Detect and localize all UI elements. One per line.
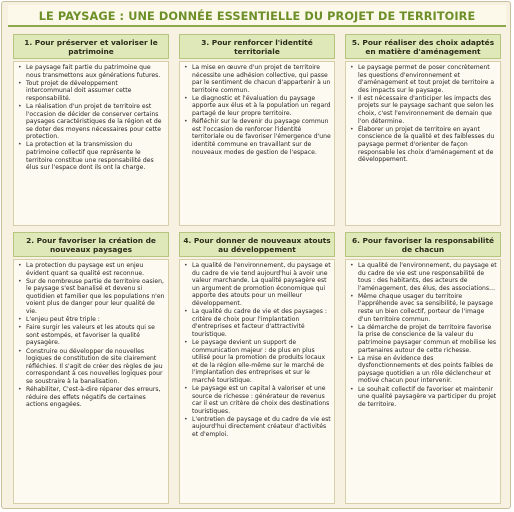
section-1: [8, 34, 174, 226]
list-item: • Le diagnostic et l'évaluation du paysage apporte aux élus et à la population un regard partagé de leur propre territoire.: [183, 95, 331, 118]
list-item: • La protection du paysage est un enjeu évident quant sa qualité est reconnue.: [17, 262, 165, 277]
list-item: • La qualité du cadre de vie et des paysages : critère de choix pour l'implantation d'entreprises et facteur d'attractivité touristique.: [183, 308, 331, 338]
list-item: • Le paysage fait partie du patrimoine que nous transmettons aux générations futures.: [17, 64, 165, 79]
list-item: • La mise en œuvre d'un projet de territoire nécessite une adhésion collective, qui passe par le sentiment de chacun d'appartenir à un territoire commun.: [183, 64, 331, 94]
section-4: [174, 232, 340, 504]
section-heading: 3. Pour renforcer l'identité territoriale: [179, 34, 335, 59]
section-body: [345, 61, 501, 226]
list-item: • Le paysage permet de poser concrètement les questions d'environnement et d'aménagement et tout projet de territoire a des impacts sur le paysage.: [349, 64, 497, 94]
list-item: • Il est nécessaire d'anticiper les impacts des projets sur le paysage sachant que selon les choix, c'est l'environnement de demain que l'on détermine.: [349, 95, 497, 125]
section-heading: 5. Pour réaliser des choix adaptés en matière d'aménagement: [345, 34, 501, 59]
list-item: • La mise en évidence des dysfonctionnements et des points faibles de paysage quotidien a un rôle déclencheur et motive chacun pour intervenir.: [349, 355, 497, 385]
section-3: [174, 34, 340, 226]
section-body: [179, 61, 335, 226]
list-item: • Même chaque usager du territoire l'appréhende avec sa sensibilité, le paysage reste un bien collectif, porteur de l'image d'un territoire commun.: [349, 293, 497, 323]
document-frame: [1, 1, 511, 509]
section-body: [13, 259, 169, 504]
list-item: • Élaborer un projet de territoire en ayant conscience de la qualité et des faiblesses du paysage permet d'orienter de façon responsable les choix d'aménagement et de développement.: [349, 126, 497, 164]
list-item: • L'enjeu peut être triple :: [17, 316, 165, 324]
bullet-list: [17, 262, 165, 409]
section-body: [13, 61, 169, 226]
section-2: [8, 232, 174, 504]
list-item: • Le paysage devient un support de communication majeur : de plus en plus utilisé pour la promotion de produits locaux et de la région elle-même sur le marché de l'implantation des entreprises et sur le marché touristique.: [183, 339, 331, 385]
section-6: [340, 232, 506, 504]
list-item: • Sur de nombreuse partie de territoire oasien, le paysage s'est banalisé et devenu si quotidien et familier que les populations n'en voient plus de danger pour leur qualité de vie.: [17, 278, 165, 316]
bullet-list: [17, 64, 165, 172]
bullet-list: [183, 262, 331, 439]
bullet-list: [183, 64, 331, 156]
list-item: • Réfléchir sur le devenir du paysage commun est l'occasion de renforcer l'identité territoriale ou de favoriser l'émergence d'une identité commune en travaillant sur de nouveaux modes de gestion de l'espace.: [183, 118, 331, 156]
list-item: • La protection et la transmission du patrimoine collectif que représente le territoire constitue une responsabilité des élus sur l'espace dont ils ont la charge.: [17, 141, 165, 171]
title-bar: [8, 5, 506, 27]
section-body: [179, 259, 335, 504]
bullet-list: [349, 64, 497, 164]
list-item: • La réalisation d'un projet de territoire est l'occasion de décider de conserver certains paysages caractéristiques de la région et de se doter des moyens nécessaires pour cette protection.: [17, 103, 165, 141]
section-5: [340, 34, 506, 226]
list-item: • L'entretien de paysage et du cadre de vie est aujourd'hui directement créateur d'activités et d'emploi.: [183, 416, 331, 439]
list-item: • La qualité de l'environnement, du paysage et du cadre de vie tend aujourd'hui à avoir une valeur marchande. La qualité paysagère est un argument de promotion économique qui apporte des atouts pour un meilleur développement.: [183, 262, 331, 308]
list-item: • Réhabiliter, C'est-à-dire réparer des erreurs, réduire des effets négatifs de certaines actions engagées.: [17, 386, 165, 409]
sections-grid: [8, 34, 506, 504]
section-heading: 1. Pour préserver et valoriser le patrimoine: [13, 34, 169, 59]
section-heading: 4. Pour donner de nouveaux atouts au développement: [179, 232, 335, 257]
list-item: • Tout projet de développement intercommunal doit assumer cette responsabilité.: [17, 80, 165, 103]
list-item: • Faire surgir les valeurs et les atouts qui se sont estompés, et favoriser la qualité paysagère.: [17, 324, 165, 347]
list-item: • Construire ou développer de nouvelles logiques de constitution de site clairement réfléchies. Il s'agit de créer des règles de jeu correspondant à ces nouvelles logiques pour se soustraire à la banalisation.: [17, 348, 165, 386]
list-item: • La démarche de projet de territoire favorise la prise de conscience de la valeur du patrimoine paysager commun et mobilise les partenaires autour de cette richesse.: [349, 324, 497, 354]
list-item: • Le souhait collectif de favoriser et maintenir une qualité paysagère va participer du projet de territoire.: [349, 386, 497, 409]
section-heading: 6. Pour favoriser la responsabilité de chacun: [345, 232, 501, 257]
page-title: LE PAYSAGE : UNE DONNÉE ESSENTIELLE DU PROJET DE TERRITOIRE: [38, 10, 476, 23]
bullet-list: [349, 262, 497, 408]
list-item: • Le paysage est un capital à valoriser et une source de richesse : générateur de revenus car il est un critère de choix des destinations touristiques.: [183, 385, 331, 415]
list-item: • La qualité de l'environnement, du paysage et du cadre de vie est une responsabilité de tous : des habitants, des acteurs de l'aménagement, des élus, des associations…: [349, 262, 497, 292]
section-body: [345, 259, 501, 504]
section-heading: 2. Pour favoriser la création de nouveaux paysages: [13, 232, 169, 257]
